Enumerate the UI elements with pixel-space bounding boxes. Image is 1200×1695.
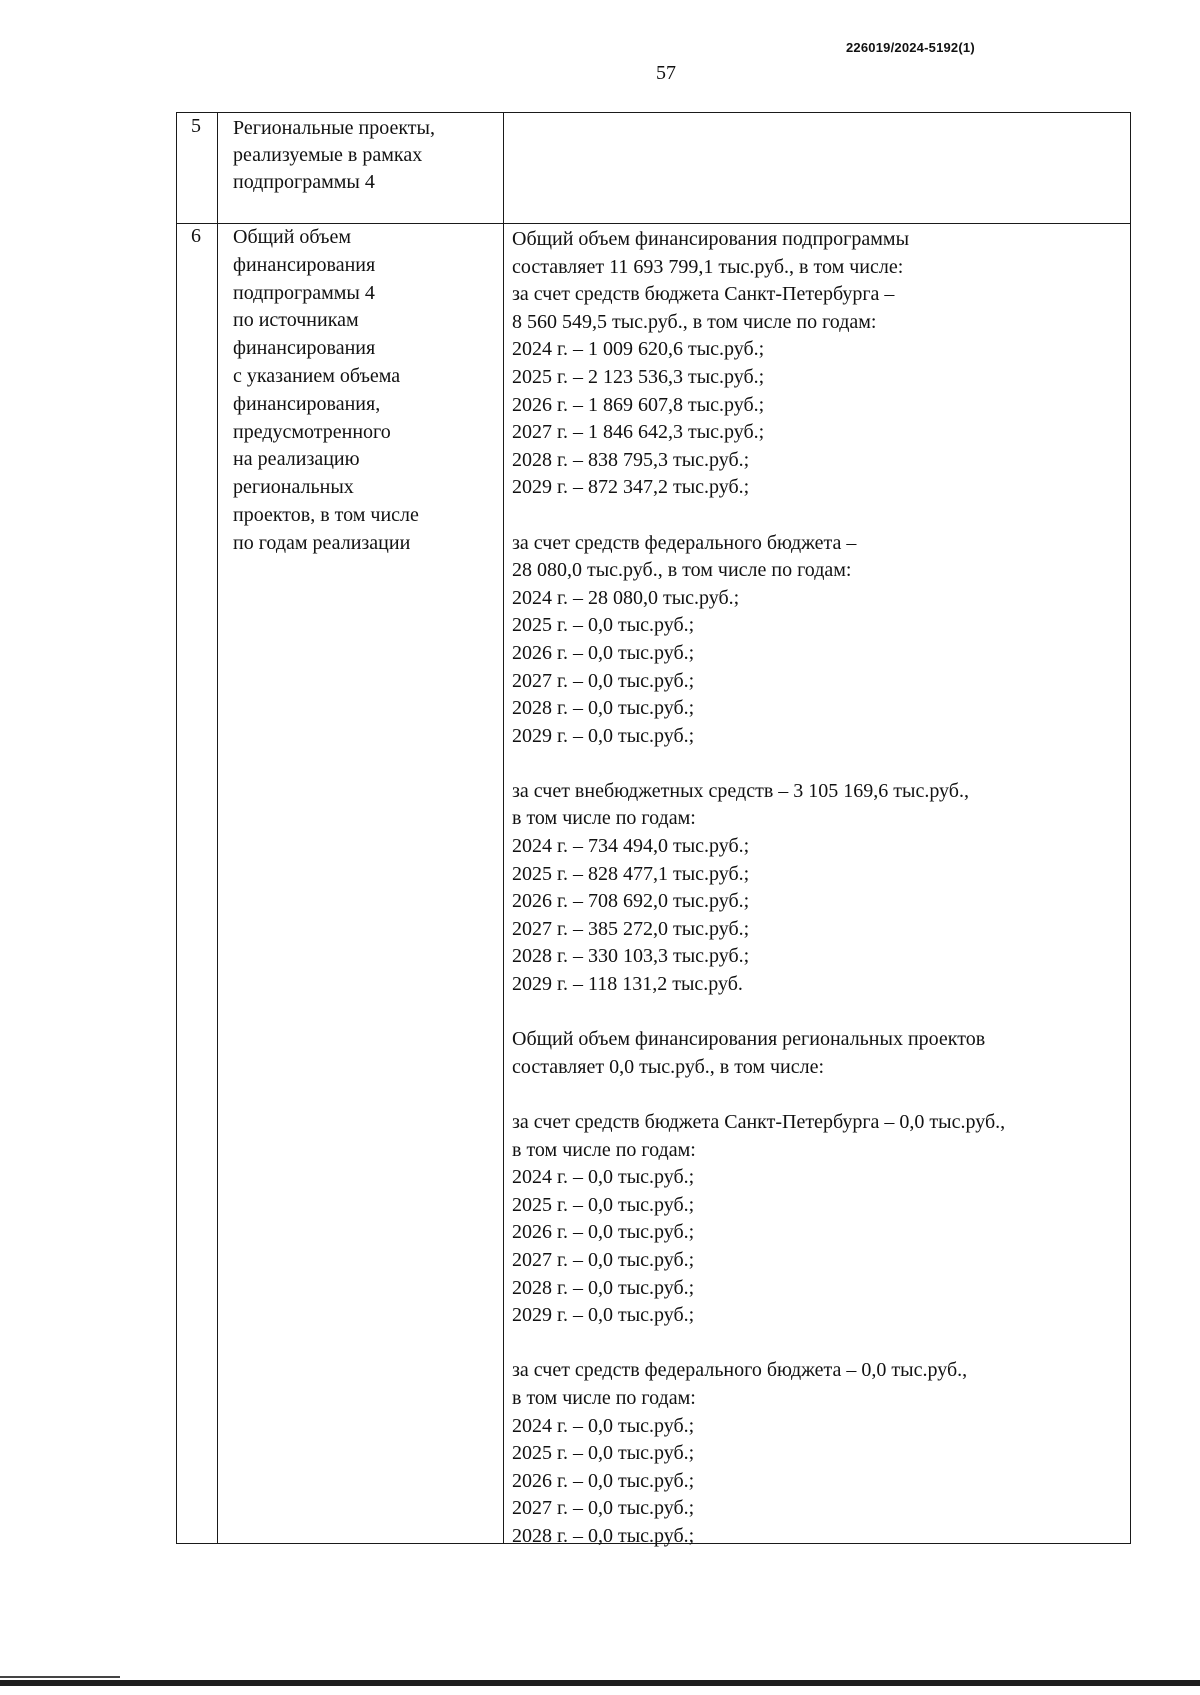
value-line: 2028 г. – 838 795,3 тыс.руб.; [512,448,750,471]
value-line: 2025 г. – 0,0 тыс.руб.; [512,1193,695,1216]
value-line: за счет средств бюджета Санкт-Петербурга – 0,0 тыс.руб., [512,1111,1006,1133]
parameter-line: региональных [233,476,354,499]
parameter-line: по источникам [233,309,359,332]
parameter-line: по годам реализации [233,531,411,554]
value-line: за счет средств федерального бюджета – [512,531,857,554]
parameter-line: подпрограммы 4 [233,281,375,304]
value-line: 2027 г. – 0,0 тыс.руб.; [512,1248,695,1271]
value-line: 2027 г. – 0,0 тыс.руб.; [512,669,695,692]
value-line: 2024 г. – 28 080,0 тыс.руб.; [512,586,740,609]
row-5-parameter [233,115,435,196]
value-line: 2024 г. – 734 494,0 тыс.руб.; [512,835,750,858]
row-5-number: 5 [191,115,201,137]
value-line: 2026 г. – 708 692,0 тыс.руб.; [512,890,750,913]
value-paragraph [512,1357,1005,1550]
column-divider-number [217,113,218,1543]
value-line: 2028 г. – 0,0 тыс.руб.; [512,697,695,720]
value-line: 2024 г. – 0,0 тыс.руб.; [512,1166,695,1189]
value-line: за счет средств бюджета Санкт-Петербурга – [512,283,895,306]
value-line: 2026 г. – 0,0 тыс.руб.; [512,641,695,664]
value-line: за счет внебюджетных средств – 3 105 169,6 тыс.руб., [512,779,969,802]
value-line: 2026 г. – 1 869 607,8 тыс.руб.; [512,393,765,416]
page-number: 57 [656,62,676,84]
passport-table [176,112,1131,1547]
value-line: 2025 г. – 0,0 тыс.руб.; [512,1442,695,1465]
value-line: 2027 г. – 1 846 642,3 тыс.руб.; [512,421,765,444]
value-line: 2026 г. – 0,0 тыс.руб.; [512,1221,695,1244]
value-paragraph [512,778,1005,999]
parameter-line: предусмотренного [233,420,391,443]
parameter-line: реализуемые в рамках [233,144,423,166]
scan-bottom-band [0,1680,1200,1686]
value-line: 2025 г. – 828 477,1 тыс.руб.; [512,862,750,885]
value-line: 2026 г. – 0,0 тыс.руб.; [512,1469,695,1492]
value-line: 2029 г. – 0,0 тыс.руб.; [512,724,695,747]
parameter-line: Общий объем [233,226,351,248]
column-divider-value [503,113,504,1543]
parameter-line: проектов, в том числе [233,503,419,526]
parameter-line: финансирования [233,253,376,276]
value-line: 2028 г. – 0,0 тыс.руб.; [512,1524,695,1547]
value-paragraph [512,226,1005,502]
value-line: 2024 г. – 1 009 620,6 тыс.руб.; [512,338,765,361]
value-line: 2028 г. – 330 103,3 тыс.руб.; [512,945,750,968]
value-line: 2025 г. – 0,0 тыс.руб.; [512,614,695,637]
value-line: 2024 г. – 0,0 тыс.руб.; [512,1414,695,1437]
value-line: 2025 г. – 2 123 536,3 тыс.руб.; [512,365,765,388]
value-line: 2029 г. – 118 131,2 тыс.руб. [512,973,743,996]
value-line: 8 560 549,5 тыс.руб., в том числе по годам: [512,310,877,333]
value-line: в том числе по годам: [512,807,696,830]
value-line: 2029 г. – 0,0 тыс.руб.; [512,1304,695,1327]
value-line: в том числе по годам: [512,1138,696,1161]
value-line: Общий объем финансирования подпрограммы [512,228,910,250]
parameter-line: на реализацию [233,448,360,471]
value-line: Общий объем финансирования региональных проектов [512,1028,986,1051]
value-paragraph [512,1026,1005,1081]
parameter-line: финансирования, [233,392,381,415]
row-6-value [512,226,1005,1551]
row-6-parameter [233,224,419,558]
value-line: 2027 г. – 385 272,0 тыс.руб.; [512,917,750,940]
value-line: 2027 г. – 0,0 тыс.руб.; [512,1497,695,1520]
parameter-line: подпрограммы 4 [233,171,375,193]
value-line: составляет 11 693 799,1 тыс.руб., в том числе: [512,255,904,278]
value-line: составляет 0,0 тыс.руб., в том числе: [512,1055,825,1078]
value-line: 2029 г. – 872 347,2 тыс.руб.; [512,476,750,499]
parameter-line: с указанием объема [233,364,401,387]
value-line: в том числе по годам: [512,1386,696,1409]
value-paragraph [512,530,1005,751]
parameter-line: финансирования [233,337,376,360]
parameter-line: Региональные проекты, [233,117,435,139]
value-paragraph [512,1109,1005,1330]
scan-edge-mark [0,1676,120,1678]
value-line: 2028 г. – 0,0 тыс.руб.; [512,1276,695,1299]
value-line: 28 080,0 тыс.руб., в том числе по годам: [512,559,852,582]
value-line: за счет средств федерального бюджета – 0,0 тыс.руб., [512,1359,968,1382]
row-6-number: 6 [191,225,201,247]
document-id: 226019/2024-5192(1) [846,40,975,55]
